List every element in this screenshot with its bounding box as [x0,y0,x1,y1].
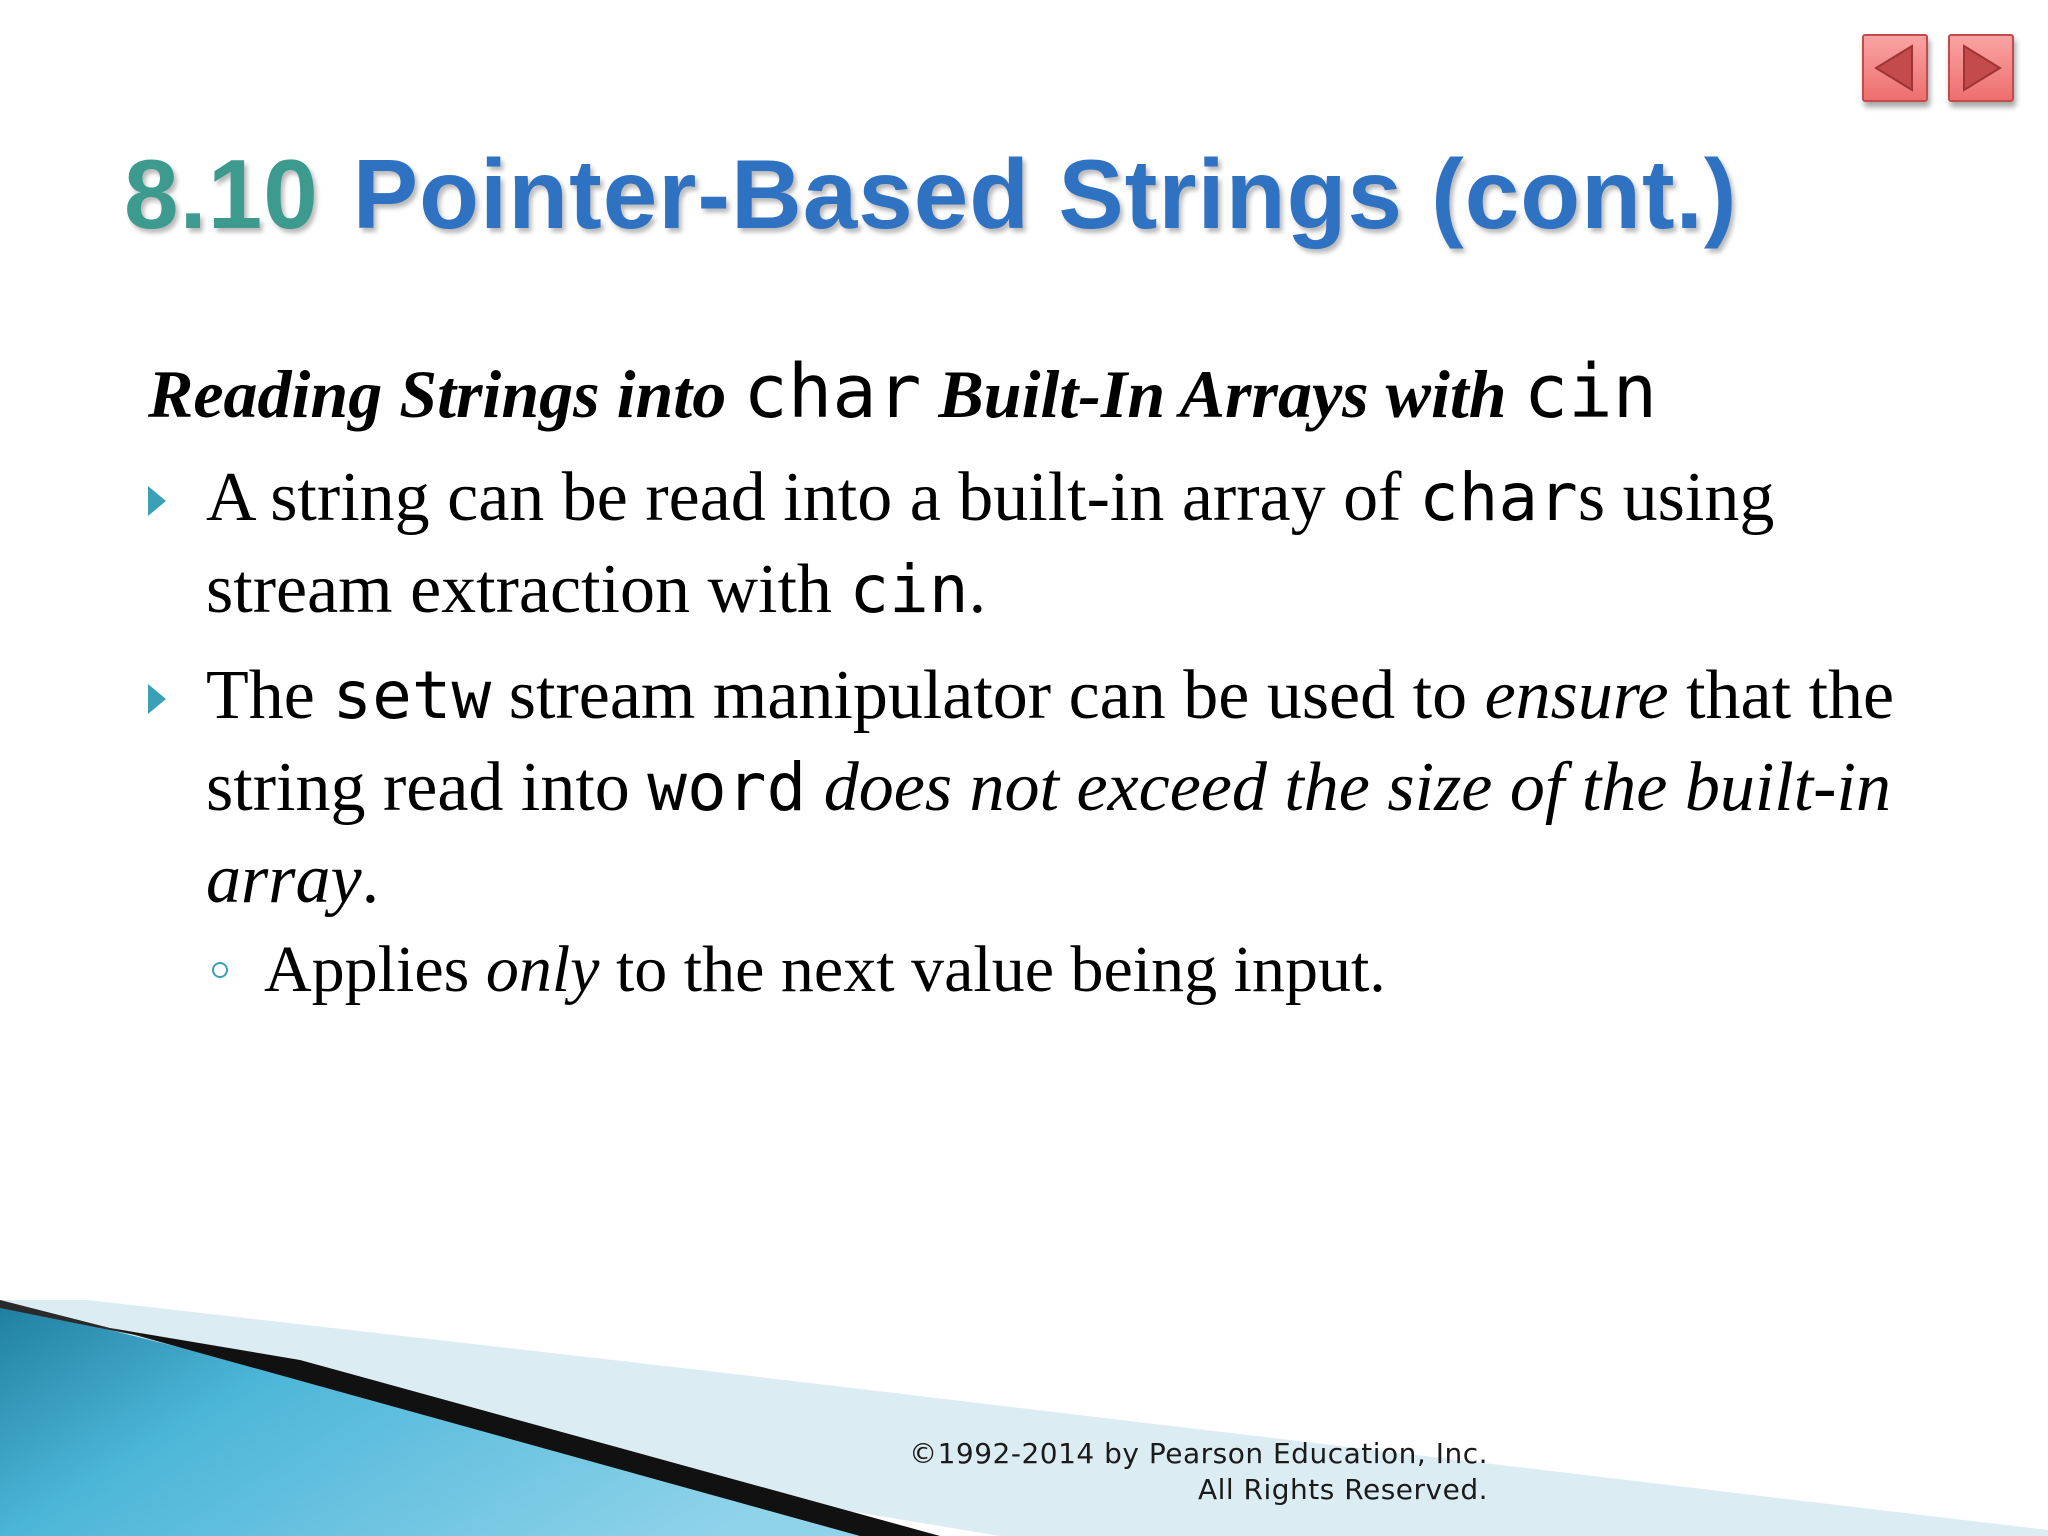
triangle-right-icon [1950,36,2012,100]
section-number: 8.10 [124,139,319,249]
code-setw: setw [332,657,492,734]
sub-bullet-item [264,930,1386,1010]
emphasis-text: ensure [1484,657,1669,734]
bullet-arrow-icon [148,684,166,714]
code-char: char [1418,459,1578,536]
previous-slide-button[interactable] [1862,34,1928,102]
heading-code-cin: cin [1523,349,1658,435]
copyright-line: All Rights Reserved. [1197,1473,1488,1506]
code-word: word [647,749,807,826]
copyright-notice [909,1436,1488,1508]
bullet-text: that the string read into [206,657,1895,826]
triangle-left-icon [1864,36,1926,100]
section-heading [148,349,1658,435]
bullet-text: The [206,657,333,734]
bullet-arrow-icon [148,486,166,516]
heading-code-char: char [743,349,922,435]
sub-bullet-ring-icon [212,962,228,978]
emphasis-text: does not exceed the size of the built-in array [206,749,1891,918]
code-cin: cin [849,551,969,628]
next-slide-button[interactable] [1948,34,2014,102]
bullet-text: stream manipulator can be used to [491,657,1485,734]
heading-text: Reading Strings into [148,356,744,432]
title-text: Pointer-Based Strings (cont.) [352,139,1738,249]
bullet-item [206,452,1906,636]
sub-bullet-text: Applies [264,933,486,1006]
bullet-text [806,749,824,826]
bullet-text: . [968,551,987,628]
bullet-text: . [361,841,380,918]
bullet-text: s using stream extraction with [206,459,1775,628]
emphasis-text: only [485,933,600,1006]
heading-text: Built-In Arrays with [921,356,1524,432]
copyright-line: ©1992-2014 by Pearson Education, Inc. [909,1437,1488,1470]
slide-title [124,138,1738,251]
bullet-item [206,650,1906,926]
bullet-text: A string can be read into a built-in array of [206,459,1419,536]
sub-bullet-text: to the next value being input. [599,933,1386,1006]
